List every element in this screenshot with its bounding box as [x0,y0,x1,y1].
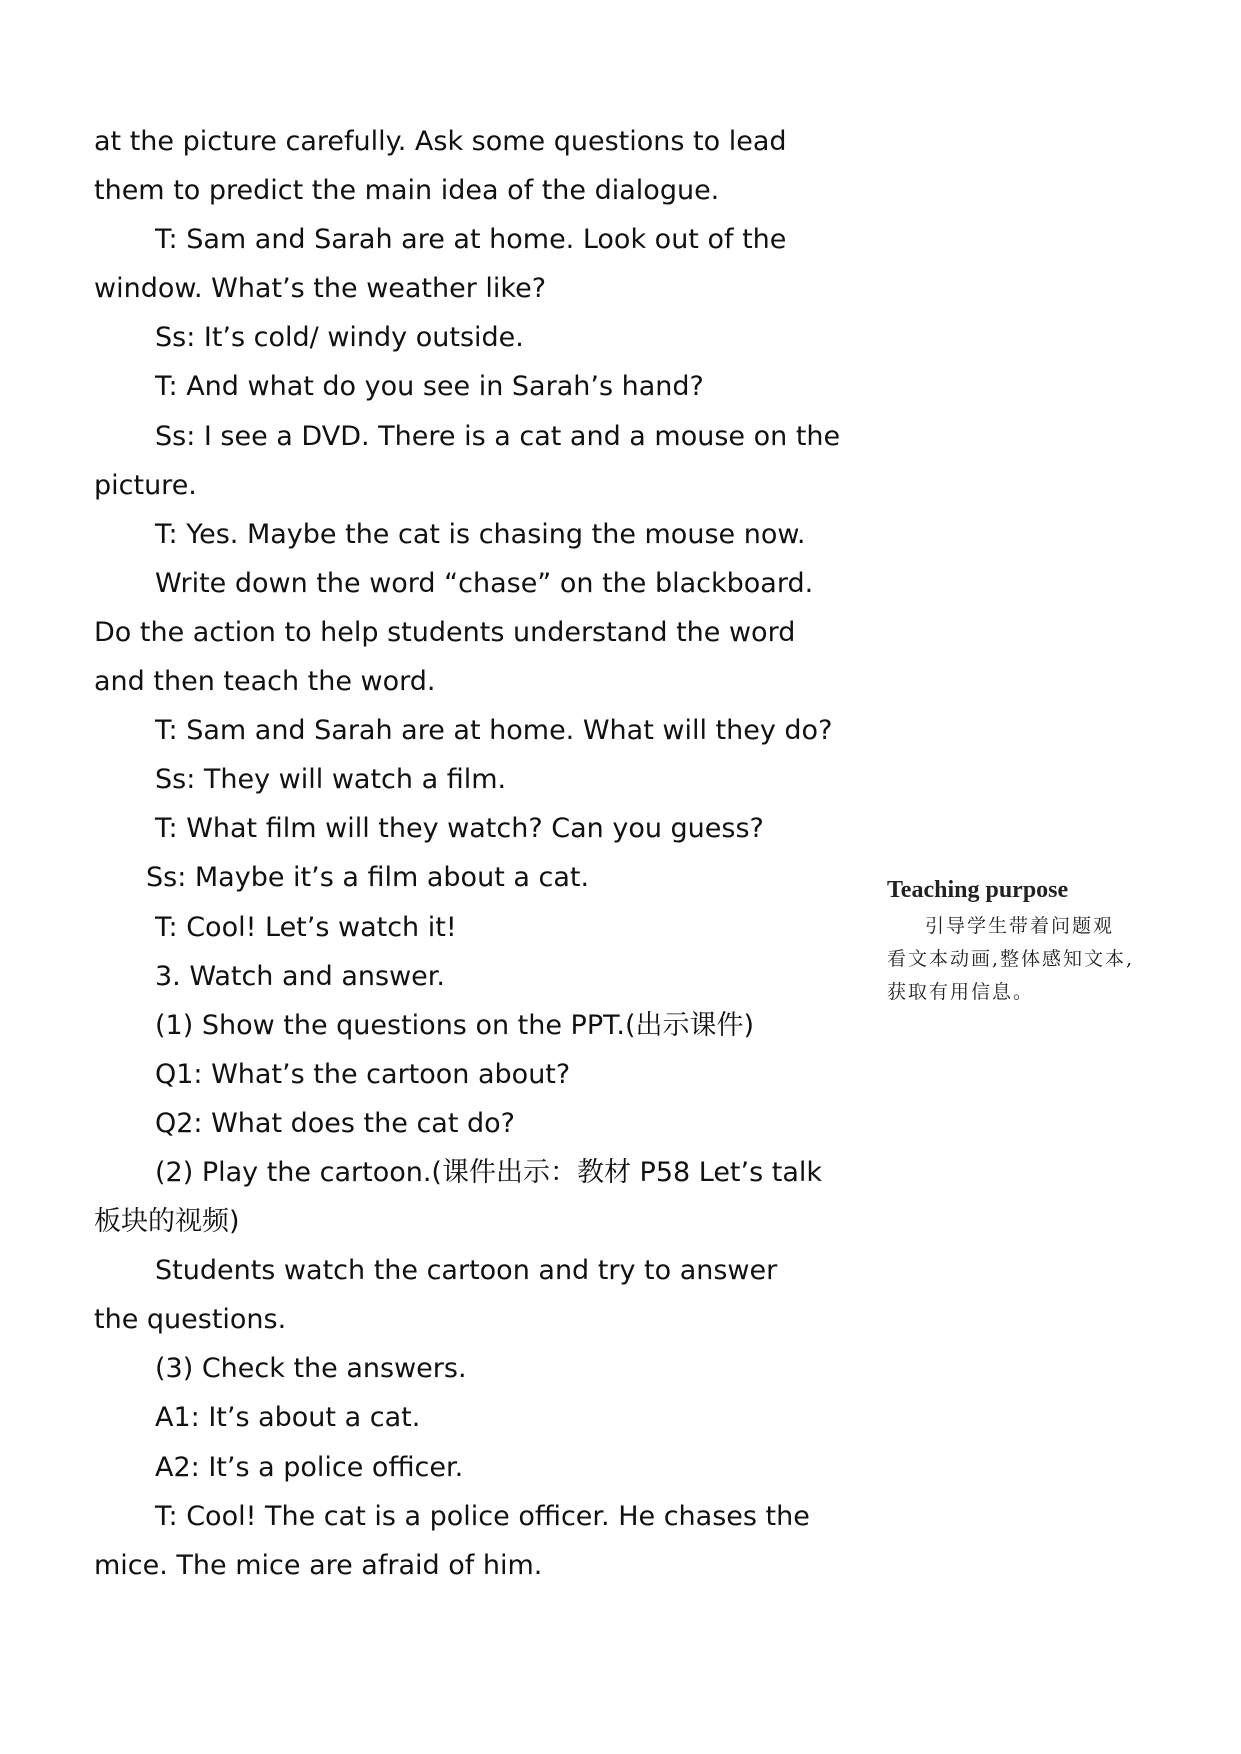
teaching-purpose-body [887,910,1187,1009]
text-line: (3) Check the answers. [155,1353,467,1385]
note-line: 获取有用信息。 [887,981,1035,1003]
text-line: window. What’s the weather like? [94,273,547,305]
text-line: and then teach the word. [94,666,436,698]
text-line: Write down the word “chase” on the blackboard. [155,567,814,599]
text-line: Students watch the cartoon and try to answer [155,1255,778,1287]
text-line: A2: It’s a police officer. [155,1451,464,1483]
main-text-column [94,117,854,1590]
text-line: 3. Watch and answer. [155,960,445,992]
text-line: T: And what do you see in Sarah’s hand? [155,371,704,403]
note-line: 引导学生带着问题观 [925,915,1115,937]
text-line: the questions. [94,1304,287,1336]
text-line: (2) Play the cartoon.(课件出示：教材 P58 Let’s talk [155,1156,823,1188]
text-line: Ss: I see a DVD. There is a cat and a mouse on the [155,420,841,452]
text-line: (1) Show the questions on the PPT.(出示课件) [155,1009,755,1041]
text-line: T: Cool! Let’s watch it! [155,911,457,943]
text-line: T: Sam and Sarah are at home. What will they do? [155,715,833,747]
text-line: Q1: What’s the cartoon about? [155,1058,571,1090]
text-line: Ss: Maybe it’s a film about a cat. [146,862,590,894]
text-line: Do the action to help students understand the word [94,616,796,648]
text-line: 板块的视频) [94,1206,240,1238]
text-line: T: Yes. Maybe the cat is chasing the mouse now. [155,518,806,550]
text-line: at the picture carefully. Ask some questions to lead [94,126,787,157]
text-line: mice. The mice are afraid of him. [94,1549,543,1581]
text-line: Ss: It’s cold/ windy outside. [155,322,524,354]
note-line: 看文本动画,整体感知文本, [887,948,1135,970]
text-line: them to predict the main idea of the dialogue. [94,175,720,207]
teaching-purpose-note [887,870,1187,1009]
text-line: A1: It’s about a cat. [155,1402,421,1434]
text-line: picture. [94,469,197,501]
text-line: Ss: They will watch a film. [155,764,507,796]
text-line: T: What film will they watch? Can you guess? [155,813,764,845]
text-line: T: Sam and Sarah are at home. Look out of the [155,224,787,256]
teaching-purpose-title: Teaching purpose [887,877,1069,903]
text-line: T: Cool! The cat is a police officer. He chases the [155,1500,810,1532]
text-line: Q2: What does the cat do? [155,1107,515,1139]
